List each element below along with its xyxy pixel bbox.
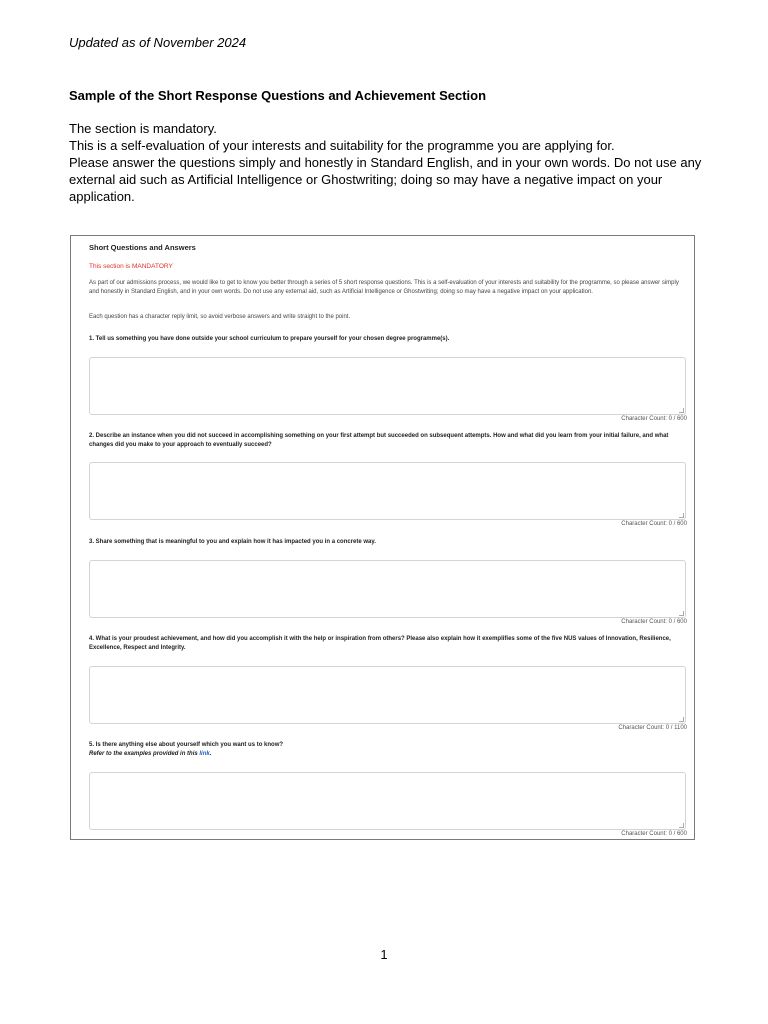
mandatory-notice: This section is MANDATORY bbox=[89, 263, 173, 270]
examples-link[interactable]: link bbox=[199, 751, 210, 757]
hint-text: Refer to the examples provided in this bbox=[89, 751, 200, 757]
intro-line-1: The section is mandatory. bbox=[69, 121, 217, 136]
character-count-5: Character Count: 0 / 600 bbox=[621, 831, 687, 837]
intro-text bbox=[69, 120, 709, 205]
answer-4-textarea[interactable] bbox=[89, 666, 686, 724]
intro-line-2: This is a self-evaluation of your interests and suitability for the programme you are applying for. bbox=[69, 138, 615, 153]
answer-1-textarea[interactable] bbox=[89, 357, 686, 415]
character-count-2: Character Count: 0 / 600 bbox=[621, 521, 687, 527]
answer-2-textarea[interactable] bbox=[89, 462, 686, 520]
hint-end: . bbox=[209, 751, 212, 757]
question-4: 4. What is your proudest achievement, and how did you accomplish it with the help or inspiration from others? Please also explain how it exemplifies some of the five NUS values of Innovation, Resilience, Excellence, Respect and Integrity. bbox=[89, 636, 671, 651]
section-heading: Sample of the Short Response Questions and Achievement Section bbox=[69, 88, 487, 103]
question-5 bbox=[89, 741, 689, 759]
answer-3-textarea[interactable] bbox=[89, 560, 686, 618]
form-title: Short Questions and Answers bbox=[89, 243, 196, 252]
resize-grip-icon[interactable] bbox=[679, 513, 684, 518]
answer-5-textarea[interactable] bbox=[89, 772, 686, 830]
resize-grip-icon[interactable] bbox=[679, 823, 684, 828]
form-description: As part of our admissions process, we would like to get to know you better through a series of 5 short response questions. This is a self-evaluation of your interests and suitability for the programme, so please answer simply and honestly in Standard English, and in your own words. Do not use any external aid, such as Artificial Intelligence or Ghostwriting; doing so may have a negative impact on your application. bbox=[89, 280, 679, 295]
updated-note: Updated as of November 2024 bbox=[69, 35, 247, 50]
question-1: 1. Tell us something you have done outside your school curriculum to prepare yourself for your chosen degree programme(s). bbox=[89, 336, 450, 342]
resize-grip-icon[interactable] bbox=[679, 717, 684, 722]
limit-note: Each question has a character reply limit, so avoid verbose answers and write straight to the point. bbox=[89, 314, 351, 320]
character-count-4: Character Count: 0 / 1100 bbox=[618, 725, 687, 731]
character-count-3: Character Count: 0 / 600 bbox=[621, 619, 687, 625]
question-3: 3. Share something that is meaningful to you and explain how it has impacted you in a concrete way. bbox=[89, 539, 376, 545]
resize-grip-icon[interactable] bbox=[679, 408, 684, 413]
question-5-hint bbox=[89, 750, 689, 759]
resize-grip-icon[interactable] bbox=[679, 611, 684, 616]
form-screenshot-panel bbox=[70, 235, 695, 840]
intro-line-3: Please answer the questions simply and honestly in Standard English, and in your own words. Do not use any external aid such as Artificial Intelligence or Ghostwriting; doing so may have a negative impact on your application. bbox=[69, 155, 702, 204]
question-2: 2. Describe an instance when you did not succeed in accomplishing something on your first attempt but succeeded on subsequent attempts. How and what did you learn from your initial failure, and what changes did you make to your approach to eventually succeed? bbox=[89, 433, 669, 448]
character-count-1: Character Count: 0 / 600 bbox=[621, 416, 687, 422]
question-5-text: 5. Is there anything else about yourself which you want us to know? bbox=[89, 742, 284, 748]
page-number: 1 bbox=[380, 947, 388, 962]
